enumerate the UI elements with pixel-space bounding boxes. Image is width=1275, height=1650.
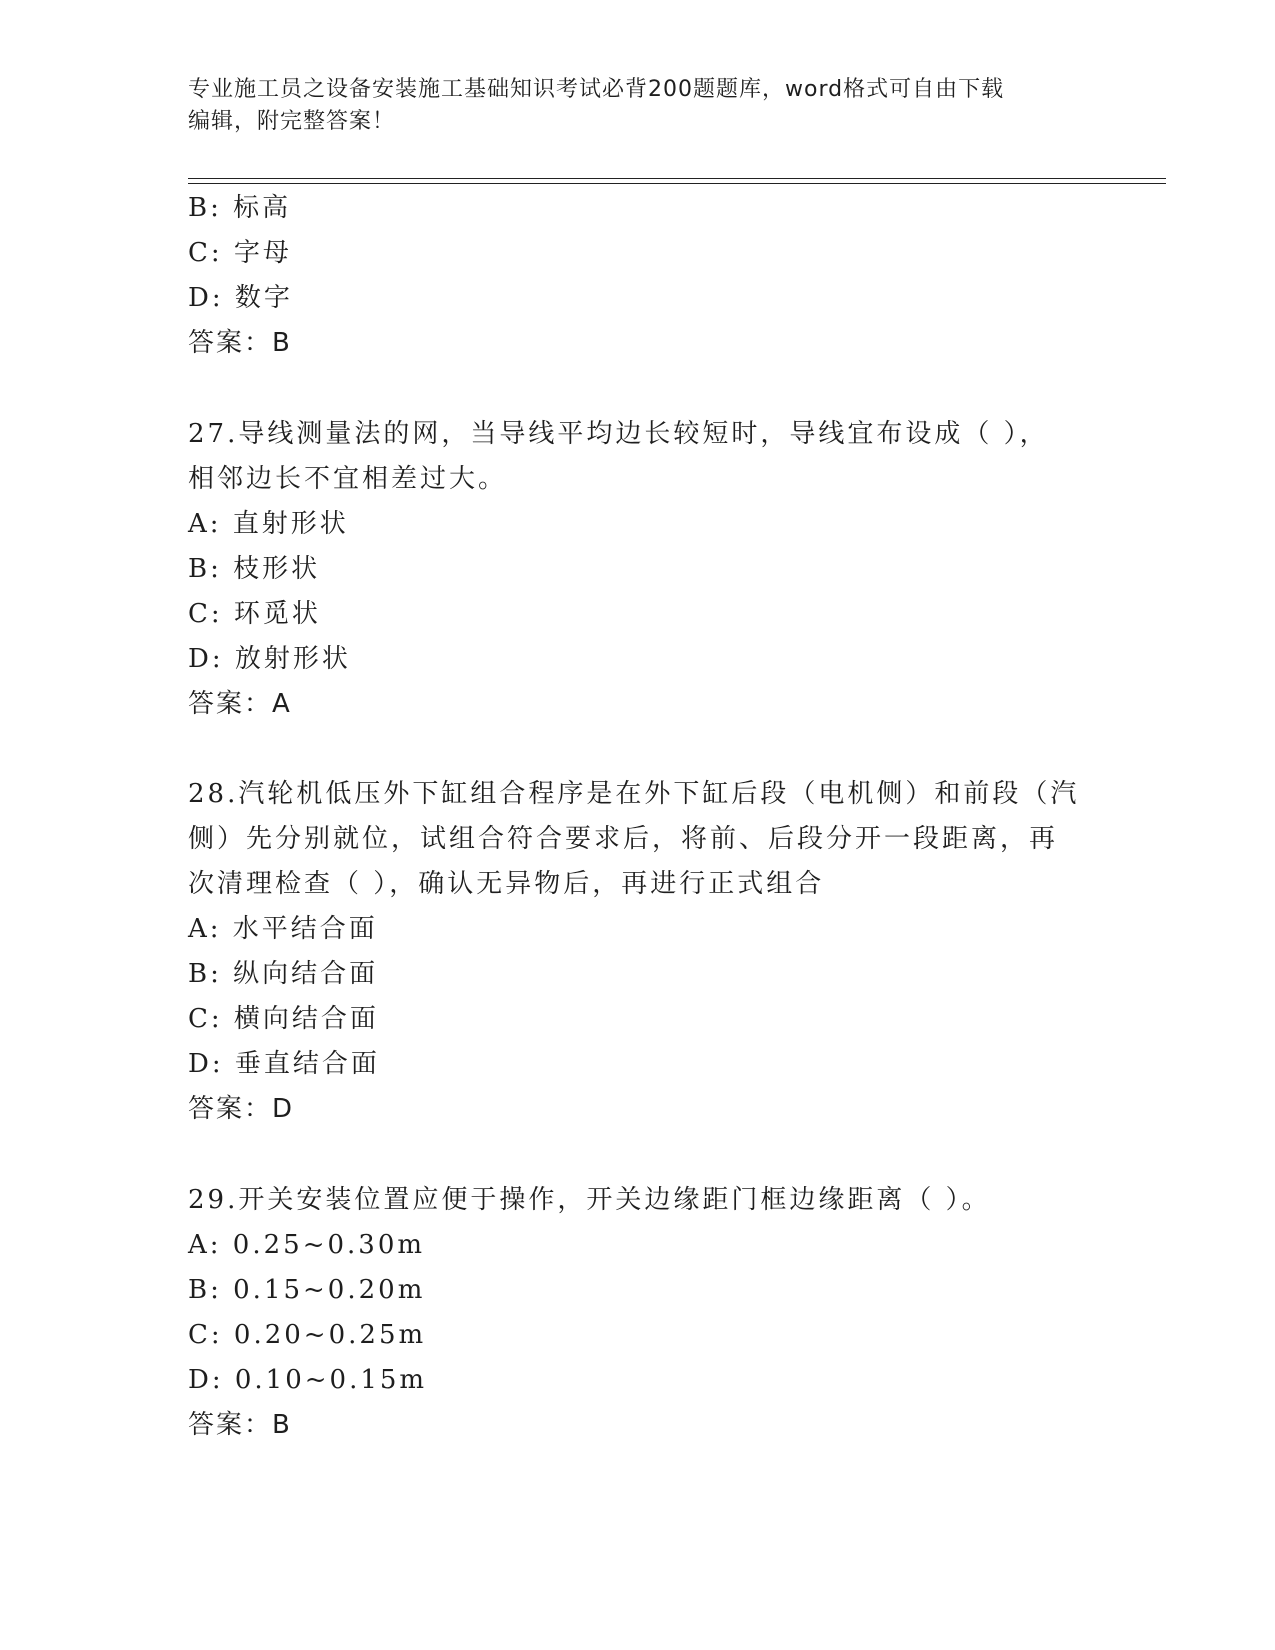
- q29-option-c: C: 0.20~0.25m: [188, 1320, 427, 1350]
- document-header: [188, 74, 1088, 138]
- q28-stem-line-3: 次清理检查（ ），确认无异物后，再进行正式组合: [188, 869, 825, 899]
- q29-option-d: D: 0.10~0.15m: [188, 1365, 428, 1395]
- q27-option-c: C: 环觅状: [188, 599, 321, 629]
- q28-stem-line-1: 28.汽轮机低压外下缸组合程序是在外下缸后段（电机侧）和前段（汽: [188, 779, 1080, 809]
- q27-stem-line-2: 相邻边长不宜相差过大。: [188, 464, 508, 494]
- q28-option-b: B: 纵向结合面: [188, 959, 379, 989]
- q29-stem-line-1: 29.开关安装位置应便于操作，开关边缘距门框边缘距离（ ）。: [188, 1185, 991, 1215]
- q27-option-a: A: 直射形状: [188, 509, 349, 539]
- q28-stem-line-2: 侧）先分别就位，试组合符合要求后，将前、后段分开一段距离，再: [188, 824, 1059, 854]
- q27-answer: 答案：A: [188, 689, 292, 719]
- q28-option-c: C: 横向结合面: [188, 1004, 379, 1034]
- prev-option-d: D: 数字: [188, 283, 293, 313]
- q28-option-d: D: 垂直结合面: [188, 1049, 380, 1079]
- header-divider-bottom: [188, 183, 1166, 184]
- q29-answer: 答案：B: [188, 1410, 292, 1440]
- header-title-line-2: 编辑，附完整答案！: [188, 109, 396, 134]
- q28-answer: 答案：D: [188, 1094, 295, 1124]
- prev-answer: 答案：B: [188, 328, 292, 358]
- q27-option-d: D: 放射形状: [188, 644, 351, 674]
- prev-option-c: C: 字母: [188, 238, 292, 268]
- q29-option-a: A: 0.25~0.30m: [188, 1230, 426, 1260]
- header-divider-top: [188, 178, 1166, 179]
- header-title-line-1: 专业施工员之设备安装施工基础知识考试必背200题题库，word格式可自由下载: [188, 77, 1005, 102]
- prev-option-b: B: 标高: [188, 193, 292, 223]
- q27-option-b: B: 枝形状: [188, 554, 321, 584]
- q29-option-b: B: 0.15~0.20m: [188, 1275, 426, 1305]
- q27-stem-line-1: 27.导线测量法的网，当导线平均边长较短时，导线宜布设成（ ），: [188, 419, 1049, 449]
- q28-option-a: A: 水平结合面: [188, 914, 378, 944]
